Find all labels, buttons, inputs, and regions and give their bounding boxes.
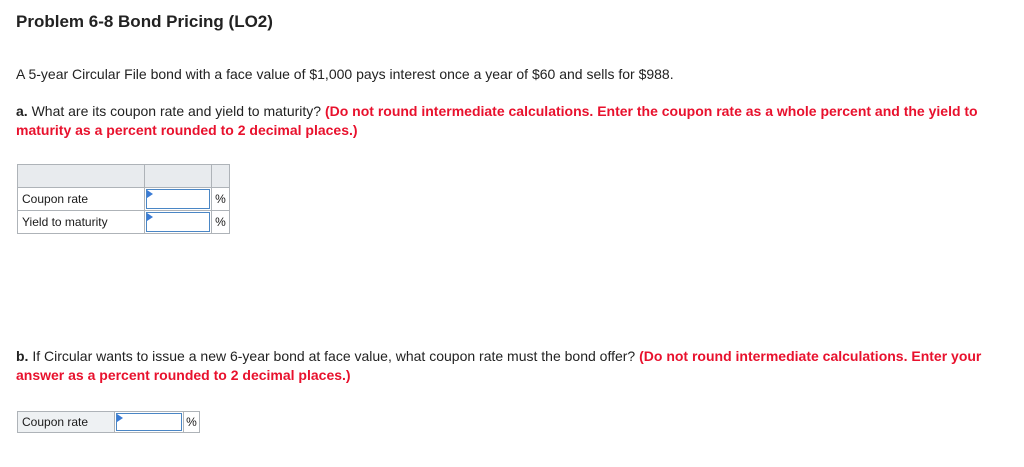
question-b-instruction: (Do not round intermediate calculations. Enter your answer as a percent rounded to 2 decimal places.) [16, 348, 982, 383]
yield-to-maturity-input[interactable] [146, 212, 210, 232]
input-flag-icon [147, 213, 153, 221]
input-flag-icon [117, 414, 123, 422]
header-cell [18, 165, 145, 188]
header-cell [145, 165, 212, 188]
problem-intro: A 5-year Circular File bond with a face value of $1,000 pays interest once a year of $60 and sells for $988. [16, 66, 674, 82]
table-row [18, 412, 200, 433]
table-row [18, 188, 230, 211]
yield-to-maturity-label: Yield to maturity [18, 211, 145, 234]
answer-table-b [17, 411, 200, 433]
question-a [16, 102, 991, 140]
new-coupon-rate-input[interactable] [116, 413, 182, 431]
coupon-rate-input[interactable] [146, 189, 210, 209]
question-b [16, 347, 991, 385]
header-cell [212, 165, 230, 188]
answer-table-a [17, 164, 230, 234]
page-title: Problem 6-8 Bond Pricing (LO2) [16, 12, 273, 31]
yield-to-maturity-cell [145, 211, 212, 234]
coupon-rate-cell [145, 188, 212, 211]
percent-unit: % [212, 211, 230, 234]
input-flag-icon [147, 190, 153, 198]
question-a-label: a. [16, 103, 28, 119]
new-coupon-rate-cell [115, 412, 184, 433]
table-row [18, 211, 230, 234]
answer-table-header [18, 165, 230, 188]
question-a-text: What are its coupon rate and yield to maturity? [31, 103, 322, 119]
percent-unit: % [184, 412, 200, 433]
question-a-instruction: (Do not round intermediate calculations. Enter the coupon rate as a whole percent and the yield to maturity as a percent rounded to 2 decimal places.) [16, 103, 978, 138]
coupon-rate-label: Coupon rate [18, 188, 145, 211]
percent-unit: % [212, 188, 230, 211]
question-b-label: b. [16, 348, 29, 364]
question-b-text: If Circular wants to issue a new 6-year bond at face value, what coupon rate must the bond offer? [32, 348, 636, 364]
new-coupon-rate-label: Coupon rate [18, 412, 115, 433]
